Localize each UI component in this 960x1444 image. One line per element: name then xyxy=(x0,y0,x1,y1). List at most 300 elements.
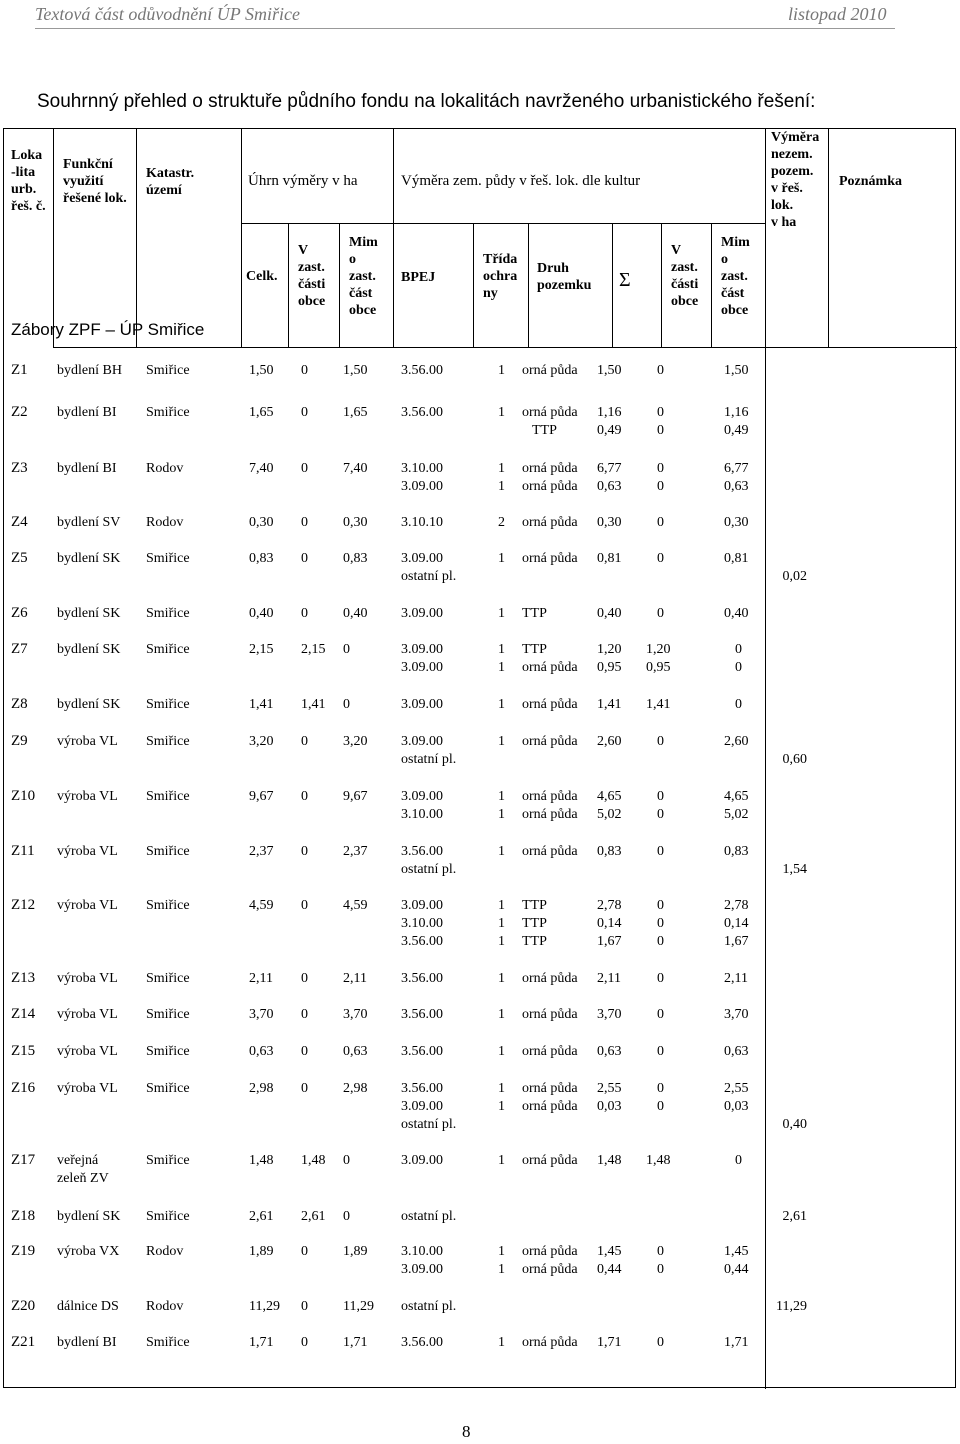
druh-pozemku: TTP xyxy=(522,934,547,949)
katastr: Smiřice xyxy=(146,697,190,712)
trida-ochrany: 2 xyxy=(498,515,505,530)
celk-vymera: 1,71 xyxy=(249,1335,274,1350)
mimo-zast-vymera: 0,63 xyxy=(343,1044,368,1059)
v-zast-kultura: 0 xyxy=(657,971,664,986)
v-zast-vymera: 2,61 xyxy=(301,1209,326,1224)
lokalita-id: Z19 xyxy=(11,1243,36,1259)
celk-vymera: 7,40 xyxy=(249,461,274,476)
mimo-zast-vymera: 0 xyxy=(343,642,350,657)
v-zast-kultura: 0 xyxy=(657,551,664,566)
v-zast-vymera: 0 xyxy=(301,1044,308,1059)
mimo-zast-header: zast. xyxy=(349,269,376,284)
v-zast-kultura: 0 xyxy=(657,898,664,913)
katastr: Smiřice xyxy=(146,642,190,657)
druh-pozemku: orná půda xyxy=(522,1044,578,1059)
lokalita-id: Z8 xyxy=(11,696,28,712)
v-zast-vymera: 0 xyxy=(301,606,308,621)
sum-vymera: 0,63 xyxy=(597,479,622,494)
mimo-zast-vymera: 0,30 xyxy=(343,515,368,530)
sigma-header: Σ xyxy=(619,269,631,291)
trida-ochrany: 1 xyxy=(498,916,505,931)
mimo-zast-header: část xyxy=(349,286,373,301)
sum-vymera: 2,11 xyxy=(597,971,621,986)
column-divider xyxy=(241,129,242,347)
ostatni-plocha: ostatní pl. xyxy=(401,862,457,877)
trida-ochrany: 1 xyxy=(498,1153,505,1168)
mimo-zast-kultura: 0,81 xyxy=(724,551,749,566)
mimo-zast-kultura: 0 xyxy=(735,1153,742,1168)
sum-vymera: 2,60 xyxy=(597,734,622,749)
katastr: Smiřice xyxy=(146,405,190,420)
bpej: 3.10.10 xyxy=(401,515,443,530)
v-zast-kultura: 0 xyxy=(657,405,664,420)
column-divider xyxy=(765,129,766,347)
v-zast-kultura: 0 xyxy=(657,479,664,494)
funkcni-vyuziti: veřejná xyxy=(57,1153,99,1168)
nezem-header: lok. xyxy=(771,198,794,213)
sum-vymera: 1,48 xyxy=(597,1153,622,1168)
mimo-zast-vymera: 1,89 xyxy=(343,1244,368,1259)
row-divider xyxy=(53,347,765,348)
lokalita-id: Z14 xyxy=(11,1006,36,1022)
celk-vymera: 2,37 xyxy=(249,844,274,859)
trida-ochrany: 1 xyxy=(498,461,505,476)
v-zast-vymera: 0 xyxy=(301,1007,308,1022)
vymera-kultur-header: Výměra zem. půdy v řeš. lok. dle kultur xyxy=(401,173,641,189)
katastr-header: území xyxy=(146,183,182,198)
row-divider xyxy=(241,223,393,224)
mimo-zast-kultura: 0,83 xyxy=(724,844,749,859)
column-divider xyxy=(473,223,474,347)
celk-vymera: 9,67 xyxy=(249,789,274,804)
katastr: Smiřice xyxy=(146,734,190,749)
mimo-zast-vymera: 0,40 xyxy=(343,606,368,621)
druh-pozemku-header: Druh xyxy=(537,261,569,276)
bpej: 3.56.00 xyxy=(401,405,443,420)
bpej: 3.10.00 xyxy=(401,461,443,476)
bpej: 3.56.00 xyxy=(401,363,443,378)
trida-ochrany: 1 xyxy=(498,1007,505,1022)
sum-vymera: 0,63 xyxy=(597,1044,622,1059)
bpej: 3.10.00 xyxy=(401,1244,443,1259)
druh-pozemku: TTP xyxy=(532,423,557,438)
lokalita-id: Z7 xyxy=(11,641,28,657)
druh-pozemku: orná půda xyxy=(522,789,578,804)
trida-ochrany: 1 xyxy=(498,934,505,949)
trida-ochrany: 1 xyxy=(498,898,505,913)
mimo-zast-header: část xyxy=(721,286,745,301)
katastr: Rodov xyxy=(146,461,184,476)
mimo-zast-vymera: 0 xyxy=(343,697,350,712)
v-zast-vymera: 1,48 xyxy=(301,1153,326,1168)
v-zast-header: zast. xyxy=(298,260,325,275)
v-zast-vymera: 2,15 xyxy=(301,642,326,657)
sum-vymera: 0,44 xyxy=(597,1262,622,1277)
trida-ochrany: 1 xyxy=(498,1099,505,1114)
mimo-zast-vymera: 3,70 xyxy=(343,1007,368,1022)
katastr: Rodov xyxy=(146,515,184,530)
column-divider xyxy=(136,129,137,347)
lokalita-id: Z2 xyxy=(11,404,28,420)
trida-ochrany-header: Třída xyxy=(483,252,518,267)
funkcni-vyuziti: bydlení SK xyxy=(57,642,121,657)
funkcni-vyuziti: výroba VL xyxy=(57,971,118,986)
trida-ochrany: 1 xyxy=(498,971,505,986)
mimo-zast-vymera: 0,83 xyxy=(343,551,368,566)
sum-vymera: 4,65 xyxy=(597,789,622,804)
trida-ochrany: 1 xyxy=(498,551,505,566)
bpej: 3.10.00 xyxy=(401,807,443,822)
v-zast-kultura: 0 xyxy=(657,934,664,949)
v-zast-header: zast. xyxy=(671,260,698,275)
sum-vymera: 1,50 xyxy=(597,363,622,378)
mimo-zast-vymera: 0 xyxy=(343,1153,350,1168)
lokalita-header: urb. xyxy=(11,182,37,197)
mimo-zast-header: obce xyxy=(721,303,749,318)
bpej: 3.09.00 xyxy=(401,479,443,494)
nezem-header: v řeš. xyxy=(771,181,803,196)
mimo-zast-kultura: 2,11 xyxy=(724,971,748,986)
katastr: Smiřice xyxy=(146,1209,190,1224)
celk-vymera: 3,20 xyxy=(249,734,274,749)
lokalita-header: -lita xyxy=(11,165,36,180)
lokalita-id: Z10 xyxy=(11,788,36,804)
bpej: 3.09.00 xyxy=(401,697,443,712)
nezem-vymera: 2,61 xyxy=(782,1209,807,1224)
sum-vymera: 0,14 xyxy=(597,916,622,931)
bpej: 3.56.00 xyxy=(401,971,443,986)
sum-vymera: 0,83 xyxy=(597,844,622,859)
funkcni-vyuziti: bydlení BI xyxy=(57,461,117,476)
column-divider xyxy=(612,223,613,347)
mimo-zast-vymera: 9,67 xyxy=(343,789,368,804)
mimo-zast-vymera: 2,11 xyxy=(343,971,367,986)
v-zast-kultura: 0 xyxy=(657,363,664,378)
funkcni-vyuziti: výroba VL xyxy=(57,844,118,859)
katastr: Smiřice xyxy=(146,898,190,913)
v-zast-kultura: 0,95 xyxy=(646,660,671,675)
mimo-zast-vymera: 3,20 xyxy=(343,734,368,749)
trida-ochrany: 1 xyxy=(498,479,505,494)
v-zast-header: obce xyxy=(671,294,699,309)
druh-pozemku-header: pozemku xyxy=(537,278,592,293)
mimo-zast-header: o xyxy=(349,252,356,267)
row-divider xyxy=(393,223,765,224)
lokalita-id: Z13 xyxy=(11,970,36,986)
trida-ochrany-header: ny xyxy=(483,286,498,301)
druh-pozemku: TTP xyxy=(522,898,547,913)
column-divider xyxy=(288,223,289,347)
druh-pozemku: orná půda xyxy=(522,844,578,859)
katastr: Smiřice xyxy=(146,551,190,566)
katastr: Rodov xyxy=(146,1244,184,1259)
sum-vymera: 6,77 xyxy=(597,461,622,476)
funkcni-vyuziti: bydlení SK xyxy=(57,1209,121,1224)
sum-vymera: 0,40 xyxy=(597,606,622,621)
v-zast-vymera: 1,41 xyxy=(301,697,326,712)
mimo-zast-kultura: 1,45 xyxy=(724,1244,749,1259)
ostatni-plocha: ostatní pl. xyxy=(401,752,457,767)
v-zast-vymera: 0 xyxy=(301,1244,308,1259)
druh-pozemku: orná půda xyxy=(522,1081,578,1096)
funkcni-vyuziti: bydlení SV xyxy=(57,515,121,530)
mimo-zast-vymera: 4,59 xyxy=(343,898,368,913)
lokalita-id: Z15 xyxy=(11,1043,36,1059)
mimo-zast-kultura: 0,44 xyxy=(724,1262,749,1277)
v-zast-kultura: 0 xyxy=(657,1335,664,1350)
running-header-right: listopad 2010 xyxy=(788,4,887,24)
lokalita-id: Z21 xyxy=(11,1334,36,1350)
funkcni-vyuziti: výroba VL xyxy=(57,789,118,804)
column-divider xyxy=(339,223,340,347)
mimo-zast-kultura: 2,55 xyxy=(724,1081,749,1096)
trida-ochrany: 1 xyxy=(498,606,505,621)
mimo-zast-header: obce xyxy=(349,303,377,318)
druh-pozemku: orná půda xyxy=(522,515,578,530)
column-divider xyxy=(711,223,712,347)
druh-pozemku: orná půda xyxy=(522,1262,578,1277)
funkcni-vyuziti: bydlení BH xyxy=(57,363,122,378)
sum-vymera: 2,55 xyxy=(597,1081,622,1096)
v-zast-vymera: 0 xyxy=(301,1299,308,1314)
mimo-zast-vymera: 1,65 xyxy=(343,405,368,420)
lokalita-id: Z17 xyxy=(11,1152,36,1168)
katastr: Smiřice xyxy=(146,844,190,859)
druh-pozemku: orná půda xyxy=(522,461,578,476)
mimo-zast-kultura: 0,63 xyxy=(724,479,749,494)
lokalita-header: řeš. č. xyxy=(11,199,46,214)
mimo-zast-kultura: 1,16 xyxy=(724,405,749,420)
v-zast-kultura: 0 xyxy=(657,1044,664,1059)
v-zast-vymera: 0 xyxy=(301,551,308,566)
mimo-zast-kultura: 1,50 xyxy=(724,363,749,378)
mimo-zast-vymera: 1,71 xyxy=(343,1335,368,1350)
sum-vymera: 0,95 xyxy=(597,660,622,675)
column-divider xyxy=(393,129,394,347)
page-number: 8 xyxy=(462,1422,471,1441)
row-divider xyxy=(765,347,957,348)
sum-vymera: 0,03 xyxy=(597,1099,622,1114)
v-zast-kultura: 0 xyxy=(657,807,664,822)
mimo-zast-vymera: 1,50 xyxy=(343,363,368,378)
bpej: 3.56.00 xyxy=(401,1044,443,1059)
sum-vymera: 1,20 xyxy=(597,642,622,657)
lokalita-id: Z5 xyxy=(11,550,28,566)
running-header-left: Textová část odůvodnění ÚP Smiřice xyxy=(35,4,300,24)
katastr: Rodov xyxy=(146,1299,184,1314)
nezem-vymera: 0,60 xyxy=(782,752,807,767)
v-zast-vymera: 0 xyxy=(301,898,308,913)
trida-ochrany: 1 xyxy=(498,1081,505,1096)
v-zast-kultura: 1,20 xyxy=(646,642,671,657)
bpej: 3.09.00 xyxy=(401,1262,443,1277)
mimo-zast-kultura: 1,71 xyxy=(724,1335,749,1350)
sum-vymera: 3,70 xyxy=(597,1007,622,1022)
trida-ochrany: 1 xyxy=(498,1262,505,1277)
ostatni-plocha: ostatní pl. xyxy=(401,1117,457,1132)
v-zast-header: části xyxy=(671,277,699,292)
ostatni-plocha: ostatní pl. xyxy=(401,569,457,584)
lokalita-id: Z11 xyxy=(11,843,35,859)
funkcni-vyuziti: bydlení SK xyxy=(57,697,121,712)
v-zast-kultura: 0 xyxy=(657,1081,664,1096)
uhrn-vymery-header: Úhrn výměry v ha xyxy=(248,173,358,189)
column-divider xyxy=(528,223,529,347)
druh-pozemku: orná půda xyxy=(522,660,578,675)
sum-vymera: 1,16 xyxy=(597,405,622,420)
mimo-zast-kultura: 0 xyxy=(735,697,742,712)
v-zast-kultura: 0 xyxy=(657,1262,664,1277)
druh-pozemku: orná půda xyxy=(522,1335,578,1350)
mimo-zast-header: zast. xyxy=(721,269,748,284)
mimo-zast-vymera: 0 xyxy=(343,1209,350,1224)
bpej: 3.09.00 xyxy=(401,642,443,657)
bpej-header: BPEJ xyxy=(401,270,436,285)
nezem-vymera: 11,29 xyxy=(776,1299,807,1314)
celk-vymera: 0,30 xyxy=(249,515,274,530)
lokalita-id: Z12 xyxy=(11,897,36,913)
druh-pozemku: orná půda xyxy=(522,1153,578,1168)
v-zast-vymera: 0 xyxy=(301,734,308,749)
katastr: Smiřice xyxy=(146,1044,190,1059)
v-zast-kultura: 0 xyxy=(657,606,664,621)
trida-ochrany-header: ochra xyxy=(483,269,518,284)
trida-ochrany: 1 xyxy=(498,697,505,712)
funkcni-vyuziti: bydlení SK xyxy=(57,551,121,566)
column-divider xyxy=(828,129,829,347)
katastr: Smiřice xyxy=(146,1081,190,1096)
v-zast-header: obce xyxy=(298,294,326,309)
funkcni-vyuziti-header: využití xyxy=(63,174,104,189)
funkcni-vyuziti: zeleň ZV xyxy=(57,1171,109,1186)
v-zast-kultura: 1,41 xyxy=(646,697,671,712)
celk-vymera: 1,50 xyxy=(249,363,274,378)
celk-vymera: 1,48 xyxy=(249,1153,274,1168)
funkcni-vyuziti-header: Funkční xyxy=(63,157,113,172)
v-zast-kultura: 0 xyxy=(657,1244,664,1259)
sum-vymera: 0,30 xyxy=(597,515,622,530)
trida-ochrany: 1 xyxy=(498,789,505,804)
lokalita-header: Loka xyxy=(11,148,43,163)
druh-pozemku: orná půda xyxy=(522,363,578,378)
bpej: 3.09.00 xyxy=(401,1099,443,1114)
katastr: Smiřice xyxy=(146,971,190,986)
nezem-vymera: 0,02 xyxy=(782,569,807,584)
trida-ochrany: 1 xyxy=(498,844,505,859)
column-divider xyxy=(765,347,766,1389)
funkcni-vyuziti: bydlení BI xyxy=(57,1335,117,1350)
v-zast-kultura: 0 xyxy=(657,423,664,438)
column-divider xyxy=(53,129,54,347)
trida-ochrany: 1 xyxy=(498,734,505,749)
druh-pozemku: orná půda xyxy=(522,1244,578,1259)
bpej: 3.09.00 xyxy=(401,898,443,913)
mimo-zast-vymera: 2,98 xyxy=(343,1081,368,1096)
mimo-zast-kultura: 0 xyxy=(735,660,742,675)
katastr-header: Katastr. xyxy=(146,166,195,181)
druh-pozemku: orná půda xyxy=(522,697,578,712)
v-zast-vymera: 0 xyxy=(301,405,308,420)
trida-ochrany: 1 xyxy=(498,660,505,675)
katastr: Smiřice xyxy=(146,1007,190,1022)
nezem-header: Výměra xyxy=(771,130,820,145)
trida-ochrany: 1 xyxy=(498,1244,505,1259)
ostatni-plocha: ostatní pl. xyxy=(401,1299,457,1314)
v-zast-header: V xyxy=(671,243,682,258)
v-zast-kultura: 1,48 xyxy=(646,1153,671,1168)
lokalita-id: Z4 xyxy=(11,514,28,530)
celk-header: Celk. xyxy=(246,269,278,284)
bpej: 3.09.00 xyxy=(401,789,443,804)
v-zast-kultura: 0 xyxy=(657,1007,664,1022)
nezem-vymera: 1,54 xyxy=(782,862,807,877)
druh-pozemku: orná půda xyxy=(522,551,578,566)
ostatni-plocha: ostatní pl. xyxy=(401,1209,457,1224)
sum-vymera: 0,81 xyxy=(597,551,622,566)
mimo-zast-kultura: 2,78 xyxy=(724,898,749,913)
zabory-label: Zábory ZPF – ÚP Smiřice xyxy=(11,320,205,339)
katastr: Smiřice xyxy=(146,606,190,621)
trida-ochrany: 1 xyxy=(498,405,505,420)
bpej: 3.56.00 xyxy=(401,1007,443,1022)
mimo-zast-kultura: 0,30 xyxy=(724,515,749,530)
celk-vymera: 1,41 xyxy=(249,697,274,712)
celk-vymera: 2,11 xyxy=(249,971,273,986)
druh-pozemku: TTP xyxy=(522,916,547,931)
druh-pozemku: orná půda xyxy=(522,971,578,986)
funkcni-vyuziti: výroba VL xyxy=(57,1007,118,1022)
header-rule xyxy=(35,28,895,29)
mimo-zast-header: Mim xyxy=(349,235,378,250)
mimo-zast-kultura: 0,49 xyxy=(724,423,749,438)
mimo-zast-kultura: 0,14 xyxy=(724,916,749,931)
funkcni-vyuziti: bydlení SK xyxy=(57,606,121,621)
mimo-zast-kultura: 6,77 xyxy=(724,461,749,476)
mimo-zast-kultura: 1,67 xyxy=(724,934,749,949)
v-zast-kultura: 0 xyxy=(657,734,664,749)
trida-ochrany: 1 xyxy=(498,642,505,657)
sum-vymera: 1,71 xyxy=(597,1335,622,1350)
katastr: Smiřice xyxy=(146,363,190,378)
druh-pozemku: TTP xyxy=(522,642,547,657)
mimo-zast-header: o xyxy=(721,252,728,267)
trida-ochrany: 1 xyxy=(498,1335,505,1350)
v-zast-kultura: 0 xyxy=(657,461,664,476)
v-zast-header: V xyxy=(298,243,309,258)
druh-pozemku: orná půda xyxy=(522,734,578,749)
bpej: 3.10.00 xyxy=(401,916,443,931)
lokalita-id: Z18 xyxy=(11,1208,36,1224)
celk-vymera: 11,29 xyxy=(249,1299,280,1314)
trida-ochrany: 1 xyxy=(498,363,505,378)
lokalita-id: Z3 xyxy=(11,460,28,476)
lokalita-id: Z1 xyxy=(11,362,28,378)
druh-pozemku: orná půda xyxy=(522,1007,578,1022)
funkcni-vyuziti-header: řešené lok. xyxy=(63,191,127,206)
katastr: Smiřice xyxy=(146,789,190,804)
sum-vymera: 2,78 xyxy=(597,898,622,913)
mimo-zast-header: Mim xyxy=(721,235,750,250)
mimo-zast-kultura: 2,60 xyxy=(724,734,749,749)
bpej: 3.09.00 xyxy=(401,734,443,749)
druh-pozemku: orná půda xyxy=(522,1099,578,1114)
celk-vymera: 2,61 xyxy=(249,1209,274,1224)
sum-vymera: 5,02 xyxy=(597,807,622,822)
bpej: 3.09.00 xyxy=(401,551,443,566)
bpej: 3.56.00 xyxy=(401,1081,443,1096)
v-zast-vymera: 0 xyxy=(301,515,308,530)
funkcni-vyuziti: výroba VX xyxy=(57,1244,120,1259)
